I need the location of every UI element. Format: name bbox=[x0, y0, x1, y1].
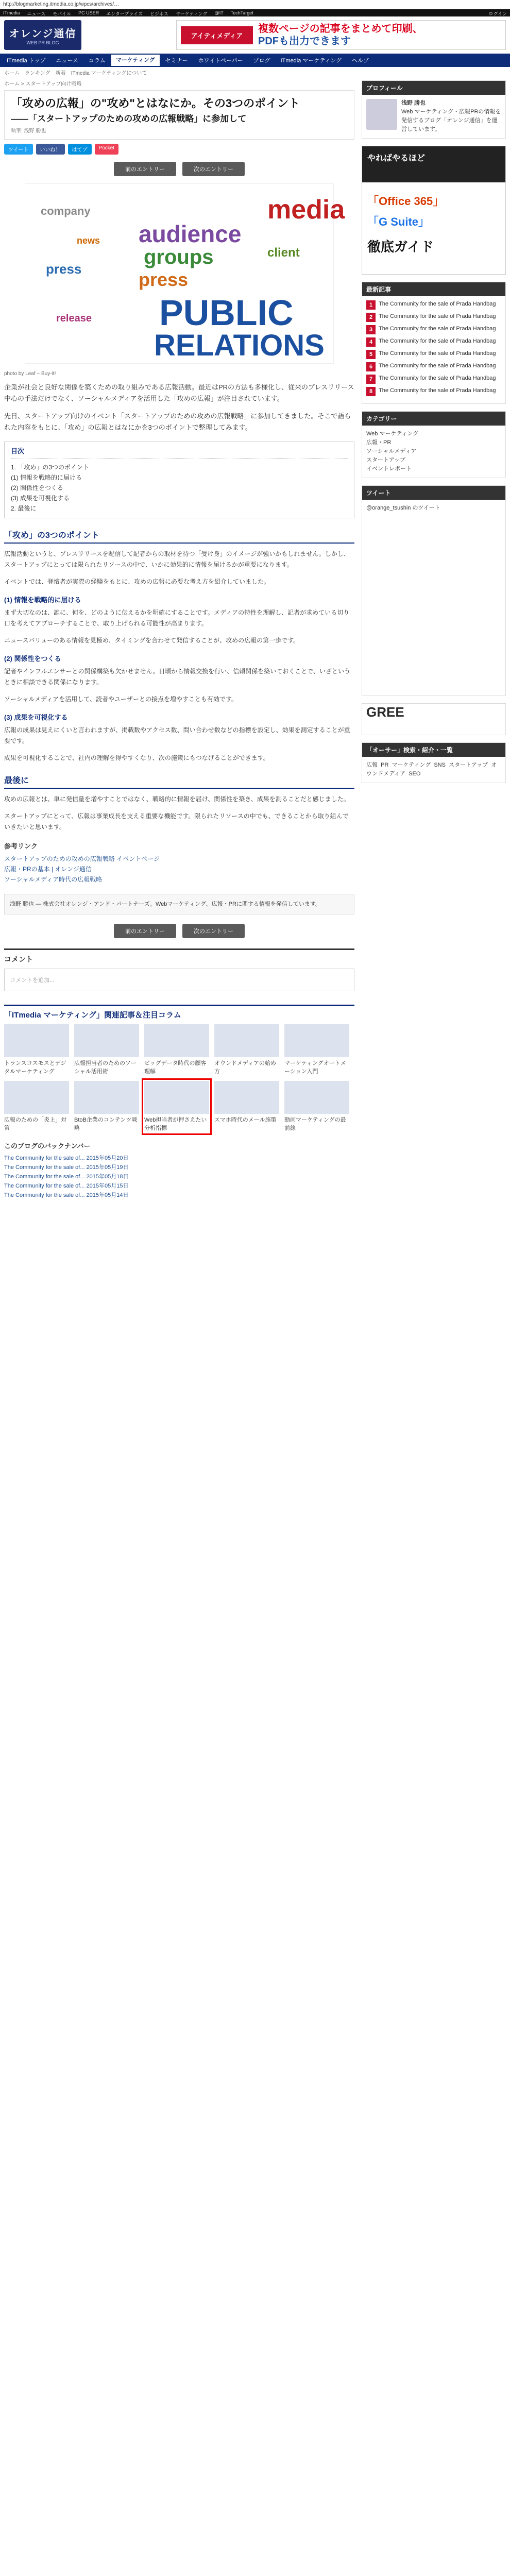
rank-number: 7 bbox=[366, 375, 376, 384]
rank-number: 4 bbox=[366, 337, 376, 347]
gnav-item[interactable]: ヘルプ bbox=[352, 58, 369, 64]
subnav-link[interactable]: ランキング bbox=[25, 71, 50, 76]
latest-title: The Community for the sale of Prada Handbag bbox=[379, 387, 496, 394]
subsection-heading: (2) 関係性をつくる bbox=[4, 655, 61, 663]
like-button[interactable]: いいね！ bbox=[36, 144, 65, 155]
sidebar bbox=[362, 76, 506, 1200]
gnav-item[interactable]: ITmedia トップ bbox=[7, 58, 46, 64]
related-thumb bbox=[214, 1081, 279, 1114]
tag-link[interactable]: PR bbox=[381, 762, 389, 768]
top-strip-link[interactable]: PC USER bbox=[78, 10, 99, 15]
profile-description: Web マーケティング・広報PRの情報を発信するブログ「オレンジ通信」を運営しています。 bbox=[401, 109, 501, 132]
section-heading: 最後に bbox=[4, 774, 354, 789]
related-card[interactable] bbox=[284, 1081, 349, 1132]
banner-brand: アイティメディア bbox=[181, 26, 253, 44]
back-number-link[interactable]: The Community for the sale of... 2015年05月18日 bbox=[4, 1174, 129, 1180]
latest-title: The Community for the sale of Prada Handbag bbox=[379, 363, 496, 369]
subsection-heading: (3) 成果を可視化する bbox=[4, 714, 68, 721]
categories-heading: カテゴリー bbox=[362, 412, 505, 426]
related-heading: 「ITmedia マーケティング」関連記事＆注目コラム bbox=[4, 1011, 181, 1020]
back-numbers bbox=[4, 1141, 354, 1200]
related-thumb bbox=[144, 1024, 209, 1057]
back-number-link[interactable]: The Community for the sale of... 2015年05月19日 bbox=[4, 1164, 129, 1171]
references-heading: 参考リンク bbox=[4, 842, 38, 850]
tag-link[interactable]: SNS bbox=[434, 762, 446, 768]
related-row bbox=[4, 1081, 354, 1132]
subsection-heading: (1) 情報を戦略的に届ける bbox=[4, 596, 81, 604]
hero-word: press bbox=[46, 261, 82, 277]
logo-title: オレンジ通信 bbox=[9, 28, 77, 40]
tag-link[interactable]: マーケティング bbox=[392, 762, 431, 768]
profile-text-block bbox=[401, 99, 501, 134]
profile-box bbox=[362, 80, 506, 139]
top-strip-link[interactable]: マーケティング bbox=[175, 11, 208, 16]
body-paragraph: 成果を可視化することで、社内の理解を得やすくなり、次の施策にもつなげることができます。 bbox=[4, 754, 269, 761]
hero-word: audience bbox=[139, 221, 242, 247]
tags-heading: 「オーサー」検索・紹介・一覧 bbox=[362, 743, 505, 757]
related-articles bbox=[4, 1005, 354, 1132]
entry-nav-bottom bbox=[4, 924, 354, 938]
hero-word: client bbox=[267, 246, 300, 260]
header bbox=[0, 16, 510, 54]
author-byline: 浅野 勝也 — 株式会社オレンジ・アンド・パートナーズ。Webマーケティング、広報・PRに関する情報を発信しています。 bbox=[4, 894, 354, 914]
comments-heading: コメント bbox=[4, 955, 33, 963]
related-card[interactable] bbox=[214, 1024, 279, 1076]
body-paragraph: 広報活動というと、プレスリリースを配信して記者からの取材を待つ「受け身」のイメージが強いかもしれません。しかし、スタートアップにとっては限られたリソースの中で、いかに効果的に情報を届けるかが重要になります。 bbox=[4, 550, 350, 568]
hero-caption: photo by Leaf ~ Buy-it! bbox=[4, 371, 56, 377]
sub-nav bbox=[0, 67, 510, 76]
back-number-link[interactable]: The Community for the sale of... 2015年05月15日 bbox=[4, 1183, 129, 1189]
site-logo[interactable] bbox=[4, 20, 81, 50]
tag-link[interactable]: スタートアップ bbox=[449, 762, 488, 768]
related-title: 広報のための「炎上」対策 bbox=[4, 1117, 66, 1131]
banner-text bbox=[258, 23, 423, 47]
hero-word: news bbox=[77, 235, 100, 246]
latest-title: The Community for the sale of Prada Handbag bbox=[379, 350, 496, 357]
related-title: BtoB企業のコンテンツ戦略 bbox=[74, 1117, 138, 1131]
ad-headline: やればやるほど bbox=[362, 146, 505, 182]
related-thumb bbox=[284, 1024, 349, 1057]
related-card[interactable] bbox=[74, 1081, 139, 1132]
article-title: 「攻めの広報」の"攻め"とはなにか。その3つのポイント bbox=[11, 97, 300, 110]
top-strip bbox=[0, 9, 510, 16]
global-nav bbox=[0, 54, 510, 67]
latest-item[interactable] bbox=[366, 313, 501, 322]
related-title: 広報担当者のためのソーシャル活用術 bbox=[74, 1060, 137, 1075]
lead-paragraph: 企業が社会と良好な関係を築くための取り組みである広報活動。最近はPRの方法も多様化し、従来のプレスリリース中心の手法だけでなく、ソーシャルメディアを活用した「攻めの広報」が注目されています。 bbox=[4, 383, 354, 402]
comment-input[interactable]: コメントを追加... bbox=[4, 969, 354, 991]
logo-subtitle: WEB PR BLOG bbox=[26, 40, 59, 45]
related-card[interactable] bbox=[4, 1024, 69, 1076]
toc-item[interactable]: 1. 「攻め」の3つのポイント bbox=[11, 464, 90, 471]
body-paragraph: 攻めの広報とは、単に発信量を増やすことではなく、戦略的に情報を届け、関係性を築き、成果を測ることだと感じました。 bbox=[4, 795, 350, 803]
toc-item[interactable]: 2. 最後に bbox=[11, 505, 37, 512]
rank-number: 5 bbox=[366, 350, 376, 359]
twitter-box bbox=[362, 485, 506, 696]
back-number-link[interactable]: The Community for the sale of... 2015年05月14日 bbox=[4, 1192, 129, 1198]
social-buttons bbox=[4, 144, 354, 155]
lead-paragraph: 先日、スタートアップ向けのイベント「スタートアップのための攻めの広報戦略」に参加してきました。そこで語られた内容をもとに、「攻め」の広報とはなにかを3つのポイントで整理してみます。 bbox=[4, 412, 351, 431]
tags-box bbox=[362, 742, 506, 783]
top-strip-link[interactable]: ニュース bbox=[27, 11, 46, 16]
tag-link[interactable]: 広報 bbox=[366, 762, 378, 768]
rank-number: 2 bbox=[366, 313, 376, 322]
banner-line1: 複数ページの記事をまとめて印刷、 bbox=[258, 23, 423, 35]
gnav-item[interactable]: ITmedia マーケティング bbox=[280, 58, 342, 64]
prev-entry-button[interactable]: 前のエントリー bbox=[114, 924, 176, 938]
latest-title: The Community for the sale of Prada Handbag bbox=[379, 375, 496, 381]
reference-link[interactable]: 広報・PRの基本 | オレンジ通信 bbox=[4, 866, 92, 873]
category-link[interactable]: スタートアップ bbox=[366, 457, 405, 463]
related-thumb bbox=[4, 1024, 69, 1057]
ad-gsuite: 「G Suite」 bbox=[367, 215, 430, 228]
body-paragraph: 記者やインフルエンサーとの関係構築も欠かせません。日頃から情報交換を行い、信頼関係を築いておくことで、いざというときに相談できる関係になります。 bbox=[4, 668, 351, 686]
rank-number: 8 bbox=[366, 387, 376, 396]
article-header bbox=[4, 90, 354, 140]
related-card[interactable] bbox=[144, 1024, 209, 1076]
top-strip-link[interactable]: ITmedia bbox=[3, 10, 20, 15]
categories-box bbox=[362, 411, 506, 478]
body-paragraph: ニュースバリューのある情報を見極め、タイミングを合わせて発信することが、攻めの広報の第一歩です。 bbox=[4, 637, 300, 644]
prev-entry-button[interactable]: 前のエントリー bbox=[114, 162, 176, 176]
top-strip-link[interactable]: モバイル bbox=[53, 11, 72, 16]
gnav-item[interactable]: ニュース bbox=[56, 58, 78, 64]
content-columns bbox=[0, 76, 510, 1200]
hero-word: release bbox=[56, 313, 92, 324]
top-strip-link[interactable]: TechTarget bbox=[230, 10, 253, 15]
toc-item[interactable]: (3) 成果を可視化する bbox=[11, 495, 70, 502]
tweet-button[interactable]: ツイート bbox=[4, 144, 33, 155]
related-card[interactable] bbox=[74, 1024, 139, 1076]
subnav-link[interactable]: ITmedia マーケティングについて bbox=[71, 71, 147, 76]
category-link[interactable]: 広報・PR bbox=[366, 439, 392, 446]
category-link[interactable]: ソーシャルメディア bbox=[366, 448, 417, 454]
hatebu-button[interactable]: はてブ bbox=[68, 144, 92, 155]
body-paragraph: スタートアップにとって、広報は事業成長を支える重要な機能です。限られたリソースの中でも、できることから取り組んでいきたいと思います。 bbox=[4, 812, 349, 831]
twitter-heading: ツイート bbox=[362, 486, 505, 500]
latest-articles-box bbox=[362, 282, 506, 404]
hero-word: press bbox=[139, 269, 189, 290]
category-link[interactable]: イベントレポート bbox=[366, 466, 412, 472]
login-link[interactable]: ログイン bbox=[488, 11, 507, 16]
latest-title: The Community for the sale of Prada Handbag bbox=[379, 326, 496, 332]
hero-word: PUBLIC bbox=[159, 293, 294, 333]
latest-title: The Community for the sale of Prada Handbag bbox=[379, 338, 496, 344]
gnav-item[interactable]: ホワイトペーパー bbox=[198, 58, 243, 64]
avatar[interactable] bbox=[366, 99, 397, 130]
hero-word: RELATIONS bbox=[154, 329, 325, 362]
gnav-item[interactable]: ブログ bbox=[253, 58, 270, 64]
hero-word: company bbox=[41, 205, 91, 217]
tag-link[interactable]: SEO bbox=[409, 771, 421, 777]
latest-heading: 最新記事 bbox=[362, 282, 505, 296]
top-strip-link[interactable]: エンタープライズ bbox=[106, 11, 143, 16]
related-title: Web担当者が押さえたい分析指標 bbox=[144, 1117, 207, 1131]
next-entry-button[interactable]: 次のエントリー bbox=[182, 162, 245, 176]
category-link[interactable]: Web マーケティング bbox=[366, 431, 419, 437]
hero-image bbox=[25, 183, 345, 364]
latest-item[interactable] bbox=[366, 375, 501, 384]
rank-number: 3 bbox=[366, 325, 376, 334]
latest-item[interactable] bbox=[366, 387, 501, 396]
main-column bbox=[4, 76, 354, 1200]
latest-item[interactable] bbox=[366, 300, 501, 310]
latest-item[interactable] bbox=[366, 362, 501, 371]
related-title: ビッグデータ時代の顧客理解 bbox=[144, 1060, 207, 1075]
related-title: オウンドメディアの始め方 bbox=[214, 1060, 277, 1075]
body-paragraph: まず大切なのは、誰に、何を、どのように伝えるかを明確にすることです。メディアの特性を理解し、記者が求めている切り口を考えてアプローチすることで、取り上げられる可能性が高まります。 bbox=[4, 609, 350, 627]
hero-word: media bbox=[267, 195, 345, 225]
back-numbers-heading: このブログのバックナンバー bbox=[4, 1142, 91, 1150]
ad-office: 「Office 365」 bbox=[367, 195, 445, 208]
subnav-link[interactable]: ホーム bbox=[4, 71, 20, 76]
next-entry-button[interactable]: 次のエントリー bbox=[182, 924, 245, 938]
related-title: スマホ時代のメール施策 bbox=[214, 1117, 277, 1123]
sidebar-ad[interactable] bbox=[362, 146, 506, 275]
profile-body bbox=[362, 95, 505, 138]
related-thumb bbox=[284, 1081, 349, 1114]
gree-box bbox=[362, 703, 506, 735]
top-strip-link[interactable]: @IT bbox=[214, 10, 224, 15]
rank-number: 1 bbox=[366, 300, 376, 310]
related-thumb bbox=[4, 1081, 69, 1114]
toc-title: 目次 bbox=[11, 446, 348, 459]
related-title: トランスコスモスとデジタルマーケティング bbox=[4, 1060, 66, 1075]
subnav-link[interactable]: 新着 bbox=[55, 71, 66, 76]
body-paragraph: イベントでは、登壇者が実際の経験をもとに、攻めの広報に必要な考え方を紹介していました。 bbox=[4, 578, 270, 585]
reference-link[interactable]: ソーシャルメディア時代の広報戦略 bbox=[4, 876, 103, 883]
pocket-button[interactable]: Pocket bbox=[95, 144, 119, 155]
related-thumb bbox=[144, 1081, 209, 1114]
url-bar[interactable]: http://blogmarketing.itmedia.co.jp/wpcs/archives/… bbox=[0, 0, 510, 9]
latest-list bbox=[362, 296, 505, 403]
gnav-item[interactable]: セミナー bbox=[165, 58, 188, 64]
latest-item[interactable] bbox=[366, 325, 501, 334]
gnav-item[interactable]: コラム bbox=[88, 58, 106, 64]
gnav-item-current[interactable]: マーケティング bbox=[111, 55, 160, 66]
latest-item[interactable] bbox=[366, 350, 501, 359]
toc-item[interactable]: (1) 情報を戦略的に届ける bbox=[11, 474, 82, 481]
comments-section bbox=[4, 948, 354, 991]
article-author[interactable]: 執筆: 浅野 勝也 bbox=[11, 128, 46, 134]
body-paragraph: 広報の成果は見えにくいと言われますが、掲載数やアクセス数、問い合わせ数などの指標を設定し、効果を測定することが重要です。 bbox=[4, 726, 350, 744]
back-number-link[interactable]: The Community for the sale of... 2015年05月20日 bbox=[4, 1155, 129, 1161]
tags-list bbox=[362, 757, 505, 783]
related-card[interactable] bbox=[214, 1081, 279, 1132]
related-thumb bbox=[214, 1024, 279, 1057]
article-subtitle: ――「スタートアップのための攻めの広報戦略」に参加して bbox=[11, 114, 247, 124]
profile-heading: プロフィール bbox=[362, 81, 505, 95]
categories-list bbox=[362, 426, 505, 478]
reference-link[interactable]: スタートアップのための攻めの広報戦略 イベントページ bbox=[4, 855, 160, 862]
rank-number: 6 bbox=[366, 362, 376, 371]
ad-guide: 徹底ガイド bbox=[367, 239, 434, 255]
related-title: マーケティングオートメーション入門 bbox=[284, 1060, 346, 1075]
gree-logo[interactable]: GREE bbox=[366, 704, 404, 720]
hero-word: groups bbox=[144, 246, 214, 268]
related-card[interactable] bbox=[284, 1024, 349, 1076]
top-strip-link[interactable]: ビジネス bbox=[149, 11, 168, 16]
table-of-contents bbox=[4, 442, 354, 518]
latest-title: The Community for the sale of Prada Handbag bbox=[379, 301, 496, 307]
related-thumb bbox=[74, 1081, 139, 1114]
entry-nav-top bbox=[4, 162, 354, 176]
related-card-highlighted[interactable] bbox=[144, 1081, 209, 1132]
header-banner[interactable] bbox=[176, 20, 506, 50]
related-row bbox=[4, 1024, 354, 1076]
related-card[interactable] bbox=[4, 1081, 69, 1132]
latest-item[interactable] bbox=[366, 337, 501, 347]
related-thumb bbox=[74, 1024, 139, 1057]
twitter-feed[interactable]: @orange_tsushin のツイート bbox=[366, 505, 440, 511]
latest-title: The Community for the sale of Prada Handbag bbox=[379, 313, 496, 319]
banner-line2: PDFも出力できます bbox=[258, 36, 351, 47]
body-paragraph: ソーシャルメディアを活用して、読者やユーザーとの接点を増やすことも有効です。 bbox=[4, 696, 238, 703]
profile-name[interactable]: 浅野 勝也 bbox=[401, 100, 426, 106]
breadcrumb[interactable]: ホーム > スタートアップ向け戦略 bbox=[4, 81, 82, 87]
toc-item[interactable]: (2) 関係性をつくる bbox=[11, 484, 64, 492]
section-heading: 「攻め」の3つのポイント bbox=[4, 529, 354, 544]
related-title: 動画マーケティングの最前線 bbox=[284, 1117, 346, 1131]
tag-link[interactable]: オウンドメディア bbox=[366, 762, 497, 777]
